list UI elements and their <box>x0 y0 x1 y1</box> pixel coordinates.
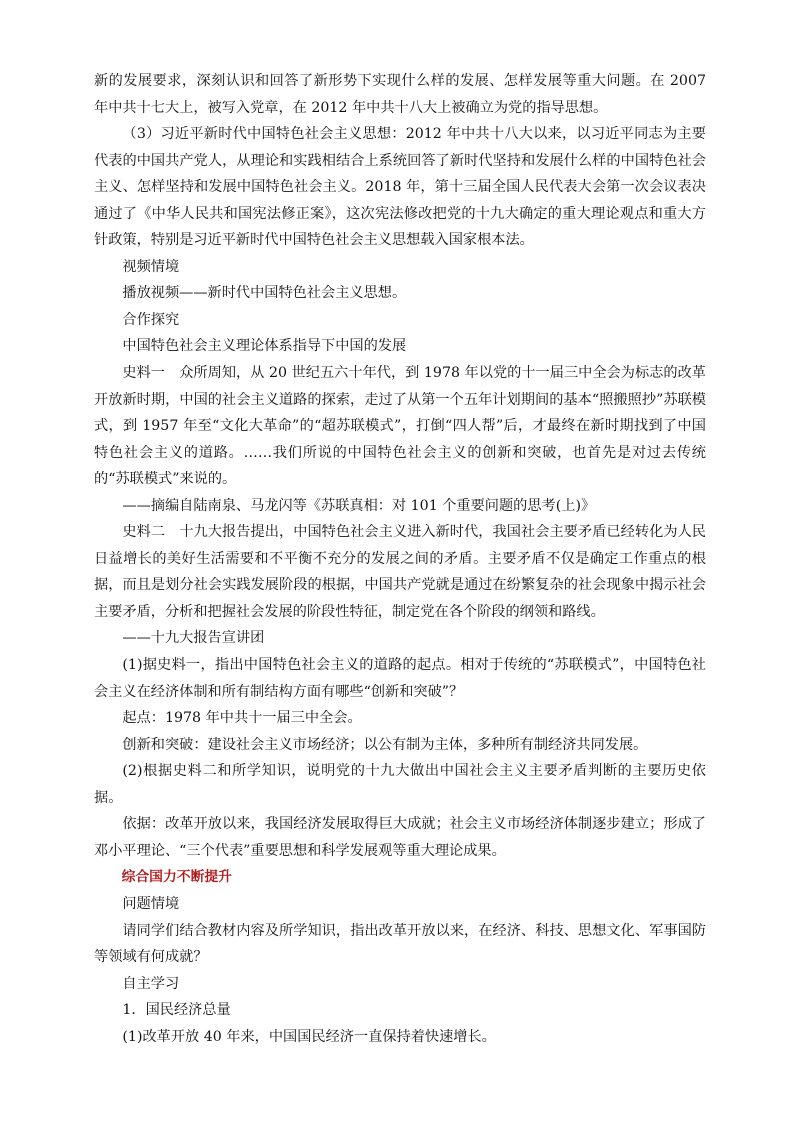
question-two: (2)根据史料二和所学知识，说明党的十九大做出中国社会主义主要矛盾判断的主要历史依据。 <box>94 763 706 806</box>
list-item-growth: (1)改革开放 40 年来，中国国民经济一直保持着快速增长。 <box>122 1028 496 1045</box>
label-problem-context: 问题情境 <box>122 895 180 912</box>
question-one: (1)据史料一，指出中国特色社会主义的道路的起点。相对于传统的“苏联模式”，中国特色社会主义在经济体制和所有制结构方面有哪些“创新和突破”？ <box>94 657 706 700</box>
label-self-study: 自主学习 <box>122 975 180 992</box>
section-heading-national-strength: 综合国力不断提升 <box>121 869 232 886</box>
document-page <box>94 68 706 1050</box>
paragraph-continuation: 新的发展要求，深刻认识和回答了新形势下实现什么样的发展、怎样发展等重大问题。在 2007 年中共十七大上，被写入党章，在 2012 年中共十八大上被确立为党的指导思想。 <box>94 73 706 116</box>
list-heading-gdp: 1．国民经济总量 <box>122 1002 231 1019</box>
paragraph-task-prompt: 请同学们结合教材内容及所学知识，指出改革开放以来，在经济、科技、思想文化、军事国防等领域有何成就？ <box>94 922 706 966</box>
subheading-development: 中国特色社会主义理论体系指导下中国的发展 <box>122 338 407 355</box>
paragraph-xi-thought: （3）习近平新时代中国特色社会主义思想：2012 年中共十八大以来，以习近平同志为主要代表的中国共产党人，从理论和实践相结合上系统回答了新时代坚持和发展什么样的中国特色社会主义、怎样坚持和发展中国特色社会主义。2018 年，第十三届全国人民代表大会第一次会议表决通过了《中华人民共和国宪法修正案》，这次宪法修改把党的十九大确定的重大理论观点和重大方针政策，特别是习近平新时代中国特色社会主义思想载入国家根本法。 <box>94 126 706 249</box>
citation-source-two: ——十九大报告宣讲团 <box>122 630 265 647</box>
paragraph-play-video: 播放视频——新时代中国特色社会主义思想。 <box>122 285 407 302</box>
paragraph-source-one: 史料一 众所周知，从 20 世纪五六十年代，到 1978 年以党的十一届三中全会为标志的改革开放新时期，中国的社会主义道路的探索，走过了从第一个五年计划期间的基本“照搬照抄”苏联模式，到 1957 年至“文化大革命”的“超苏联模式”，打倒“四人帮”后，才最终在新时期找到了中国特色社会主义的道路。……我们所说的中国特色社会主义的创新和突破，也首先是对过去传统的“苏联模式”来说的。 <box>94 365 706 488</box>
citation-source-one: ——摘编自陆南泉、马龙闪等《苏联真相：对 101 个重要问题的思考(上)》 <box>122 497 596 514</box>
answer-starting-point: 起点：1978 年中共十一届三中全会。 <box>122 710 362 727</box>
answer-innovation: 创新和突破：建设社会主义市场经济；以公有制为主体，多种所有制经济共同发展。 <box>122 736 648 753</box>
paragraph-source-two: 史料二 十九大报告提出，中国特色社会主义进入新时代，我国社会主要矛盾已经转化为人民日益增长的美好生活需要和不平衡不充分的发展之间的矛盾。主要矛盾不仅是确定工作重点的根据，而且是划分社会实践发展阶段的根据，中国共产党就是通过在纷繁复杂的社会现象中揭示社会主要矛盾，分析和把握社会发展的阶段性特征，制定党在各个阶段的纲领和路线。 <box>94 524 706 620</box>
label-cooperative-inquiry: 合作探究 <box>122 311 180 328</box>
label-video-context: 视频情境 <box>122 258 180 275</box>
answer-basis: 依据：改革开放以来，我国经济发展取得巨大成就；社会主义市场经济体制逐步建立；形成了邓小平理论、“三个代表”重要思想和科学发展观等重大理论成果。 <box>94 816 706 859</box>
